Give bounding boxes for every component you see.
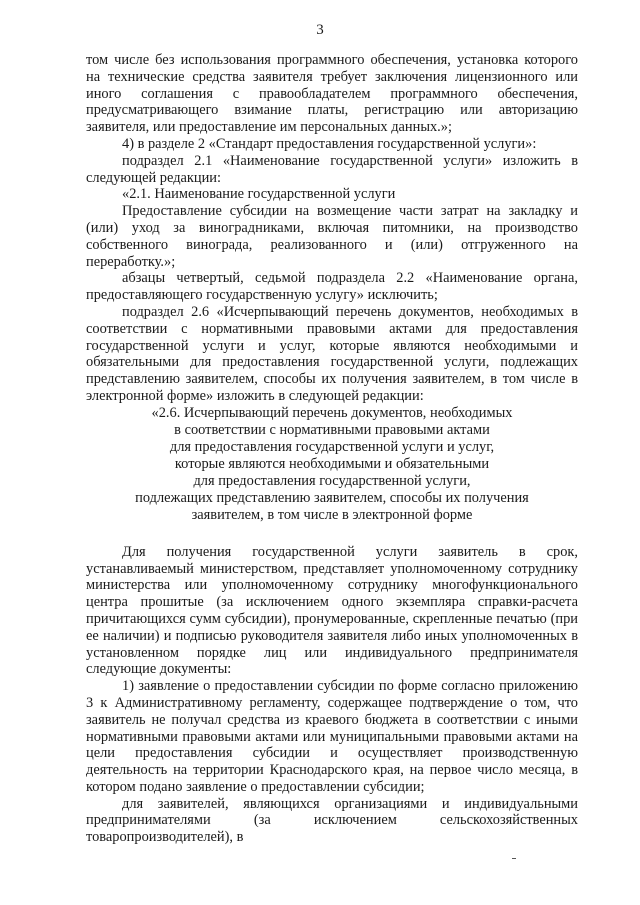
paragraph: для заявителей, являющихся организациями и индивидуальными предпринимателями (за исключением сельскохозяйственных товаропроизводителей), в [86,795,578,846]
page-number: 3 [316,22,324,38]
footer-mark [512,858,516,859]
heading-line: «2.6. Исчерпывающий перечень документов, необходимых [151,404,513,421]
paragraph: Предоставление субсидии на возмещение части затрат на закладку и (или) уход за виноградниками, включая питомники, на производство собственного винограда, реализованного и (или) отгруженного на переработку.»; [86,203,578,270]
paragraph: абзацы четвертый, седьмой подраздела 2.2 «Наименование органа, предоставляющего государственную услугу» исключить; [86,270,578,304]
heading-line: подлежащих представлению заявителем, способы их получения [135,489,529,506]
document-body [86,52,578,846]
heading-line: заявителем, в том числе в электронной форме [191,506,473,523]
paragraph: 4) в разделе 2 «Стандарт предоставления государственной услуги»: [122,135,537,152]
bottom-paragraphs [86,544,578,846]
paragraph: том числе без использования программного обеспечения, установка которого на технические средства заявителя требует заключения лицензионного или иного соглашения с правообладателем программного обеспечения, предусматривающего взимание платы, регистрацию или авторизацию заявителя, или предоставление им персональных данных.»; [86,52,578,136]
heading-line: в соответствии с нормативными правовыми актами [174,421,490,438]
heading-line: которые являются необходимыми и обязательными [174,455,490,472]
paragraph: «2.1. Наименование государственной услуги [122,186,396,203]
section-heading-2-6 [86,405,578,524]
paragraph: 1) заявление о предоставлении субсидии по форме согласно приложению 3 к Административному регламенту, содержащее подтверждение о том, что заявитель не получал средства из краевого бюджета в соответствии с иными нормативными правовыми актами или муниципальными правовыми актами на цели предоставления субсидии и осуществляет производственную деятельность на территории Краснодарского края, на первое число месяца, в котором подано заявление о предоставлении субсидии; [86,678,578,795]
spacer [86,524,578,544]
heading-line: для предоставления государственной услуги и услуг, [169,438,495,455]
top-paragraphs [86,52,578,405]
paragraph: Для получения государственной услуги заявитель в срок, устанавливаемый министерством, представляет уполномоченному сотруднику министерства или уполномоченному сотруднику многофункционального центра прошитые (за исключением одного экземпляра справки-расчета причитающихся сумм субсидии), пронумерованные, скрепленные печатью (при ее наличии) и подписью руководителя заявителя либо иных уполномоченных в установленном порядке лиц или индивидуального предпринимателя следующие документы: [86,543,578,678]
paragraph: подраздел 2.1 «Наименование государственной услуги» изложить в следующей редакции: [86,152,578,186]
paragraph: подраздел 2.6 «Исчерпывающий перечень документов, необходимых в соответствии с нормативными правовыми актами для предоставления государственной услуги и услуг, которые являются необходимыми и обязательными для предоставления государственной услуги, подлежащих представлению заявителем, способы их получения заявителем, в том числе в электронной форме» изложить в следующей редакции: [86,303,578,404]
heading-line: для предоставления государственной услуги, [193,472,471,489]
